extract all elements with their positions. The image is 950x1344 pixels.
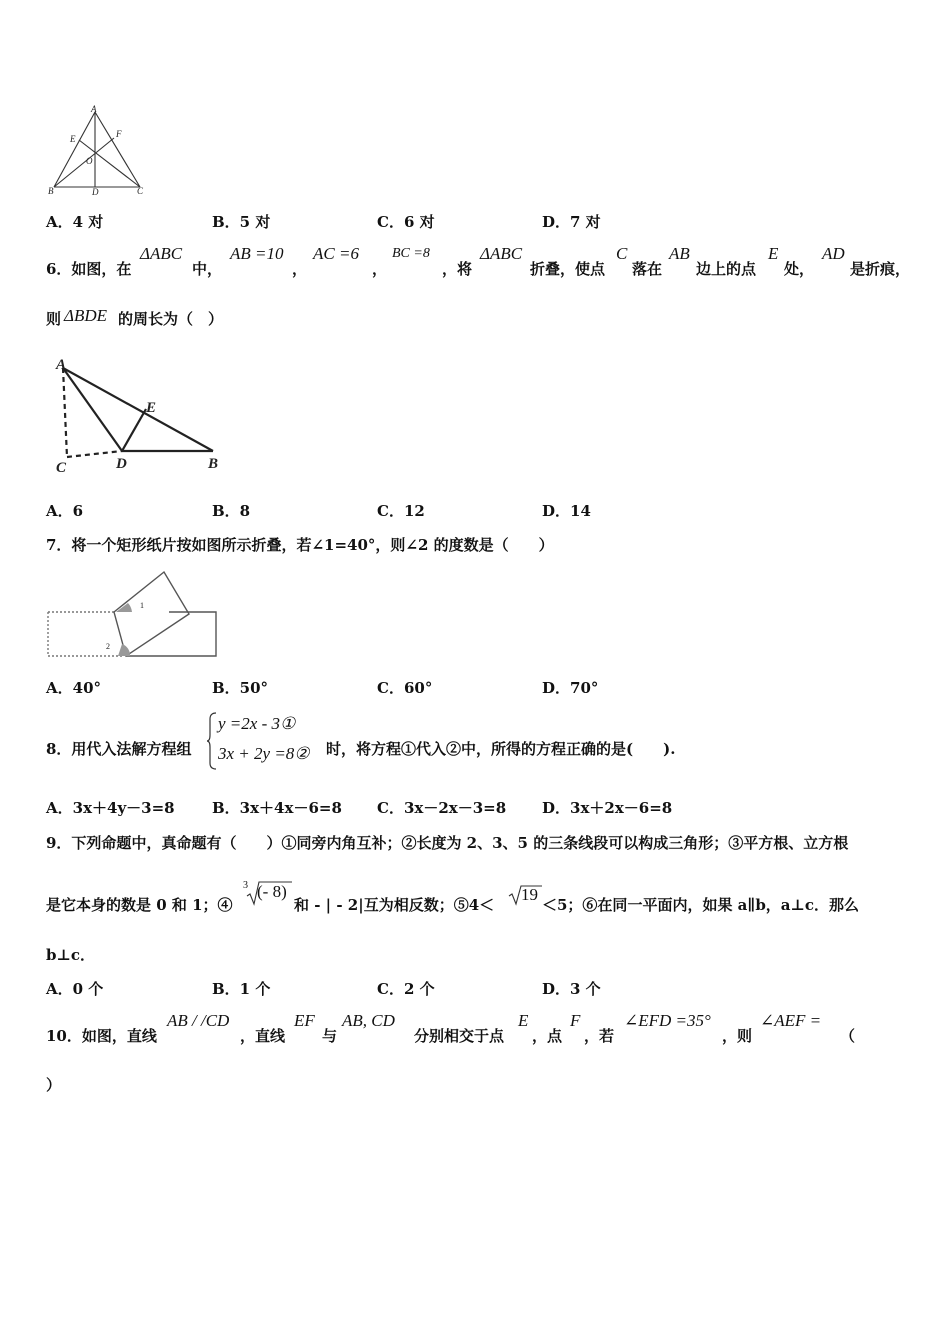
q8-option-c[interactable]: C．3x－2x－3=8 [377, 799, 507, 817]
q6-text: 中， [192, 260, 223, 278]
q9-text: 和 - | - 2|互为相反数；⑤4＜ [294, 896, 495, 914]
q10-text: ，若 [584, 1027, 615, 1045]
q6-point-e: E [768, 244, 779, 263]
q10-text: （ [840, 1027, 856, 1045]
q5-triangle-figure [44, 104, 154, 196]
q6-text: 的周长为（ ） [118, 310, 224, 328]
q8-option-a[interactable]: A．3x＋4y－3=8 [46, 799, 175, 817]
label-a: A [56, 357, 67, 373]
q7-option-d[interactable]: D．70° [542, 679, 599, 697]
q9-question-line1: 9．下列命题中，真命题有（ ）①同旁内角互补；②长度为 2、3、5 的三条线段可以构成三角形；③平方根、立方根 [46, 834, 849, 852]
q6-ab-value: AB =10 [230, 244, 284, 263]
q5-option-a[interactable]: A．4 对 [46, 213, 104, 231]
q7-option-c[interactable]: C．60° [377, 679, 433, 697]
label-a: A [91, 104, 97, 114]
q10-text: 与 [322, 1027, 338, 1045]
q6-text: ， [372, 260, 388, 278]
q6-option-b[interactable]: B．8 [212, 502, 251, 520]
q6-segment-ad: AD [822, 244, 845, 263]
q10-line-ef: EF [294, 1011, 315, 1030]
q6-bc-value: BC =8 [392, 246, 430, 261]
q8-equation-1: y =2x - 3① [218, 714, 296, 733]
label-c: C [137, 186, 144, 196]
q9-option-c[interactable]: C．2 个 [377, 980, 435, 998]
q9-text: ＜5；⑥在同一平面内，如果 a∥b，a⊥c．那么 [542, 896, 860, 914]
label-d: D [116, 456, 127, 472]
q5-option-d[interactable]: D．7 对 [542, 213, 601, 231]
angle-2-label: 2 [106, 642, 110, 651]
label-d: D [92, 187, 99, 196]
label-c: C [56, 460, 67, 476]
q10-text: 分别相交于点 [414, 1027, 505, 1045]
q6-option-c[interactable]: C．12 [377, 502, 425, 520]
q6-option-a[interactable]: A．6 [46, 502, 84, 520]
q7-question: 7．将一个矩形纸片按如图所示折叠，若∠1=40°，则∠2 的度数是（ ） [46, 536, 554, 554]
q6-text: 则 [46, 310, 62, 328]
q6-segment-ab: AB [669, 244, 690, 263]
angle-1-label: 1 [140, 601, 144, 610]
q9-option-a[interactable]: A．0 个 [46, 980, 104, 998]
q5-option-c[interactable]: C．6 对 [377, 213, 435, 231]
q6-ac-value: AC =6 [313, 244, 359, 263]
q10-angle-efd: ∠EFD =35° [624, 1011, 711, 1030]
q9-option-b[interactable]: B．1 个 [212, 980, 271, 998]
q8-question-post: 时，将方程①代入②中，所得的方程正确的是( ). [326, 740, 676, 758]
q10-text: ，则 [722, 1027, 753, 1045]
q5-option-b[interactable]: B．5 对 [212, 213, 271, 231]
q6-text: 折叠，使点 [530, 260, 606, 278]
cube-root-index: 3 [243, 880, 248, 891]
q8-question-pre: 8．用代入法解方程组 [46, 740, 192, 758]
q6-text: ， [292, 260, 308, 278]
q7-option-a[interactable]: A．40° [46, 679, 102, 697]
q10-angle-aef: ∠AEF = [760, 1011, 822, 1030]
q6-option-d[interactable]: D．14 [542, 502, 591, 520]
q6-text: ，将 [442, 260, 473, 278]
q6-text: 落在 [632, 260, 663, 278]
q10-text: ，直线 [240, 1027, 286, 1045]
cube-root-radicand: (- 8) [257, 882, 287, 901]
q9-option-d[interactable]: D．3 个 [542, 980, 601, 998]
q6-triangle-abc-2: ΔABC [480, 244, 523, 263]
label-o: O [86, 156, 93, 166]
q7-option-b[interactable]: B．50° [212, 679, 269, 697]
q8-brace [206, 711, 218, 771]
q10-point-e: E [518, 1011, 529, 1030]
label-e: E [146, 400, 157, 416]
sqrt-radicand: 19 [521, 885, 538, 904]
q6-text: 是折痕， [850, 260, 911, 278]
q7-fold-figure [44, 570, 220, 662]
q8-option-d[interactable]: D．3x＋2x－6=8 [542, 799, 673, 817]
q8-equation-2: 3x + 2y =8② [218, 744, 310, 763]
q8-option-b[interactable]: B．3x＋4x－6=8 [212, 799, 342, 817]
q10-point-f: F [570, 1011, 581, 1030]
q6-text: 处， [784, 260, 815, 278]
q6-triangle-abc: ΔABC [140, 244, 183, 263]
label-f: F [116, 129, 122, 139]
q6-text: 边上的点 [696, 260, 757, 278]
q10-text: ，点 [532, 1027, 563, 1045]
q6-number: 6．如图，在 [46, 260, 132, 278]
label-e: E [70, 134, 76, 144]
q6-fold-figure [48, 354, 228, 476]
q9-question-line3: b⊥c． [46, 946, 96, 964]
angle-2-mark [118, 644, 130, 656]
q6-point-c: C [616, 244, 628, 263]
q6-triangle-bde: ΔBDE [64, 306, 108, 325]
q10-ab-parallel-cd: AB / /CD [167, 1011, 230, 1030]
q10-text: 10．如图，直线 [46, 1027, 157, 1045]
label-b: B [208, 456, 219, 472]
q10-lines-ab-cd: AB, CD [342, 1011, 395, 1030]
q10-question-line2: ） [46, 1076, 62, 1094]
q9-text: 是它本身的数是 0 和 1；④ [46, 896, 233, 914]
label-b: B [48, 186, 54, 196]
